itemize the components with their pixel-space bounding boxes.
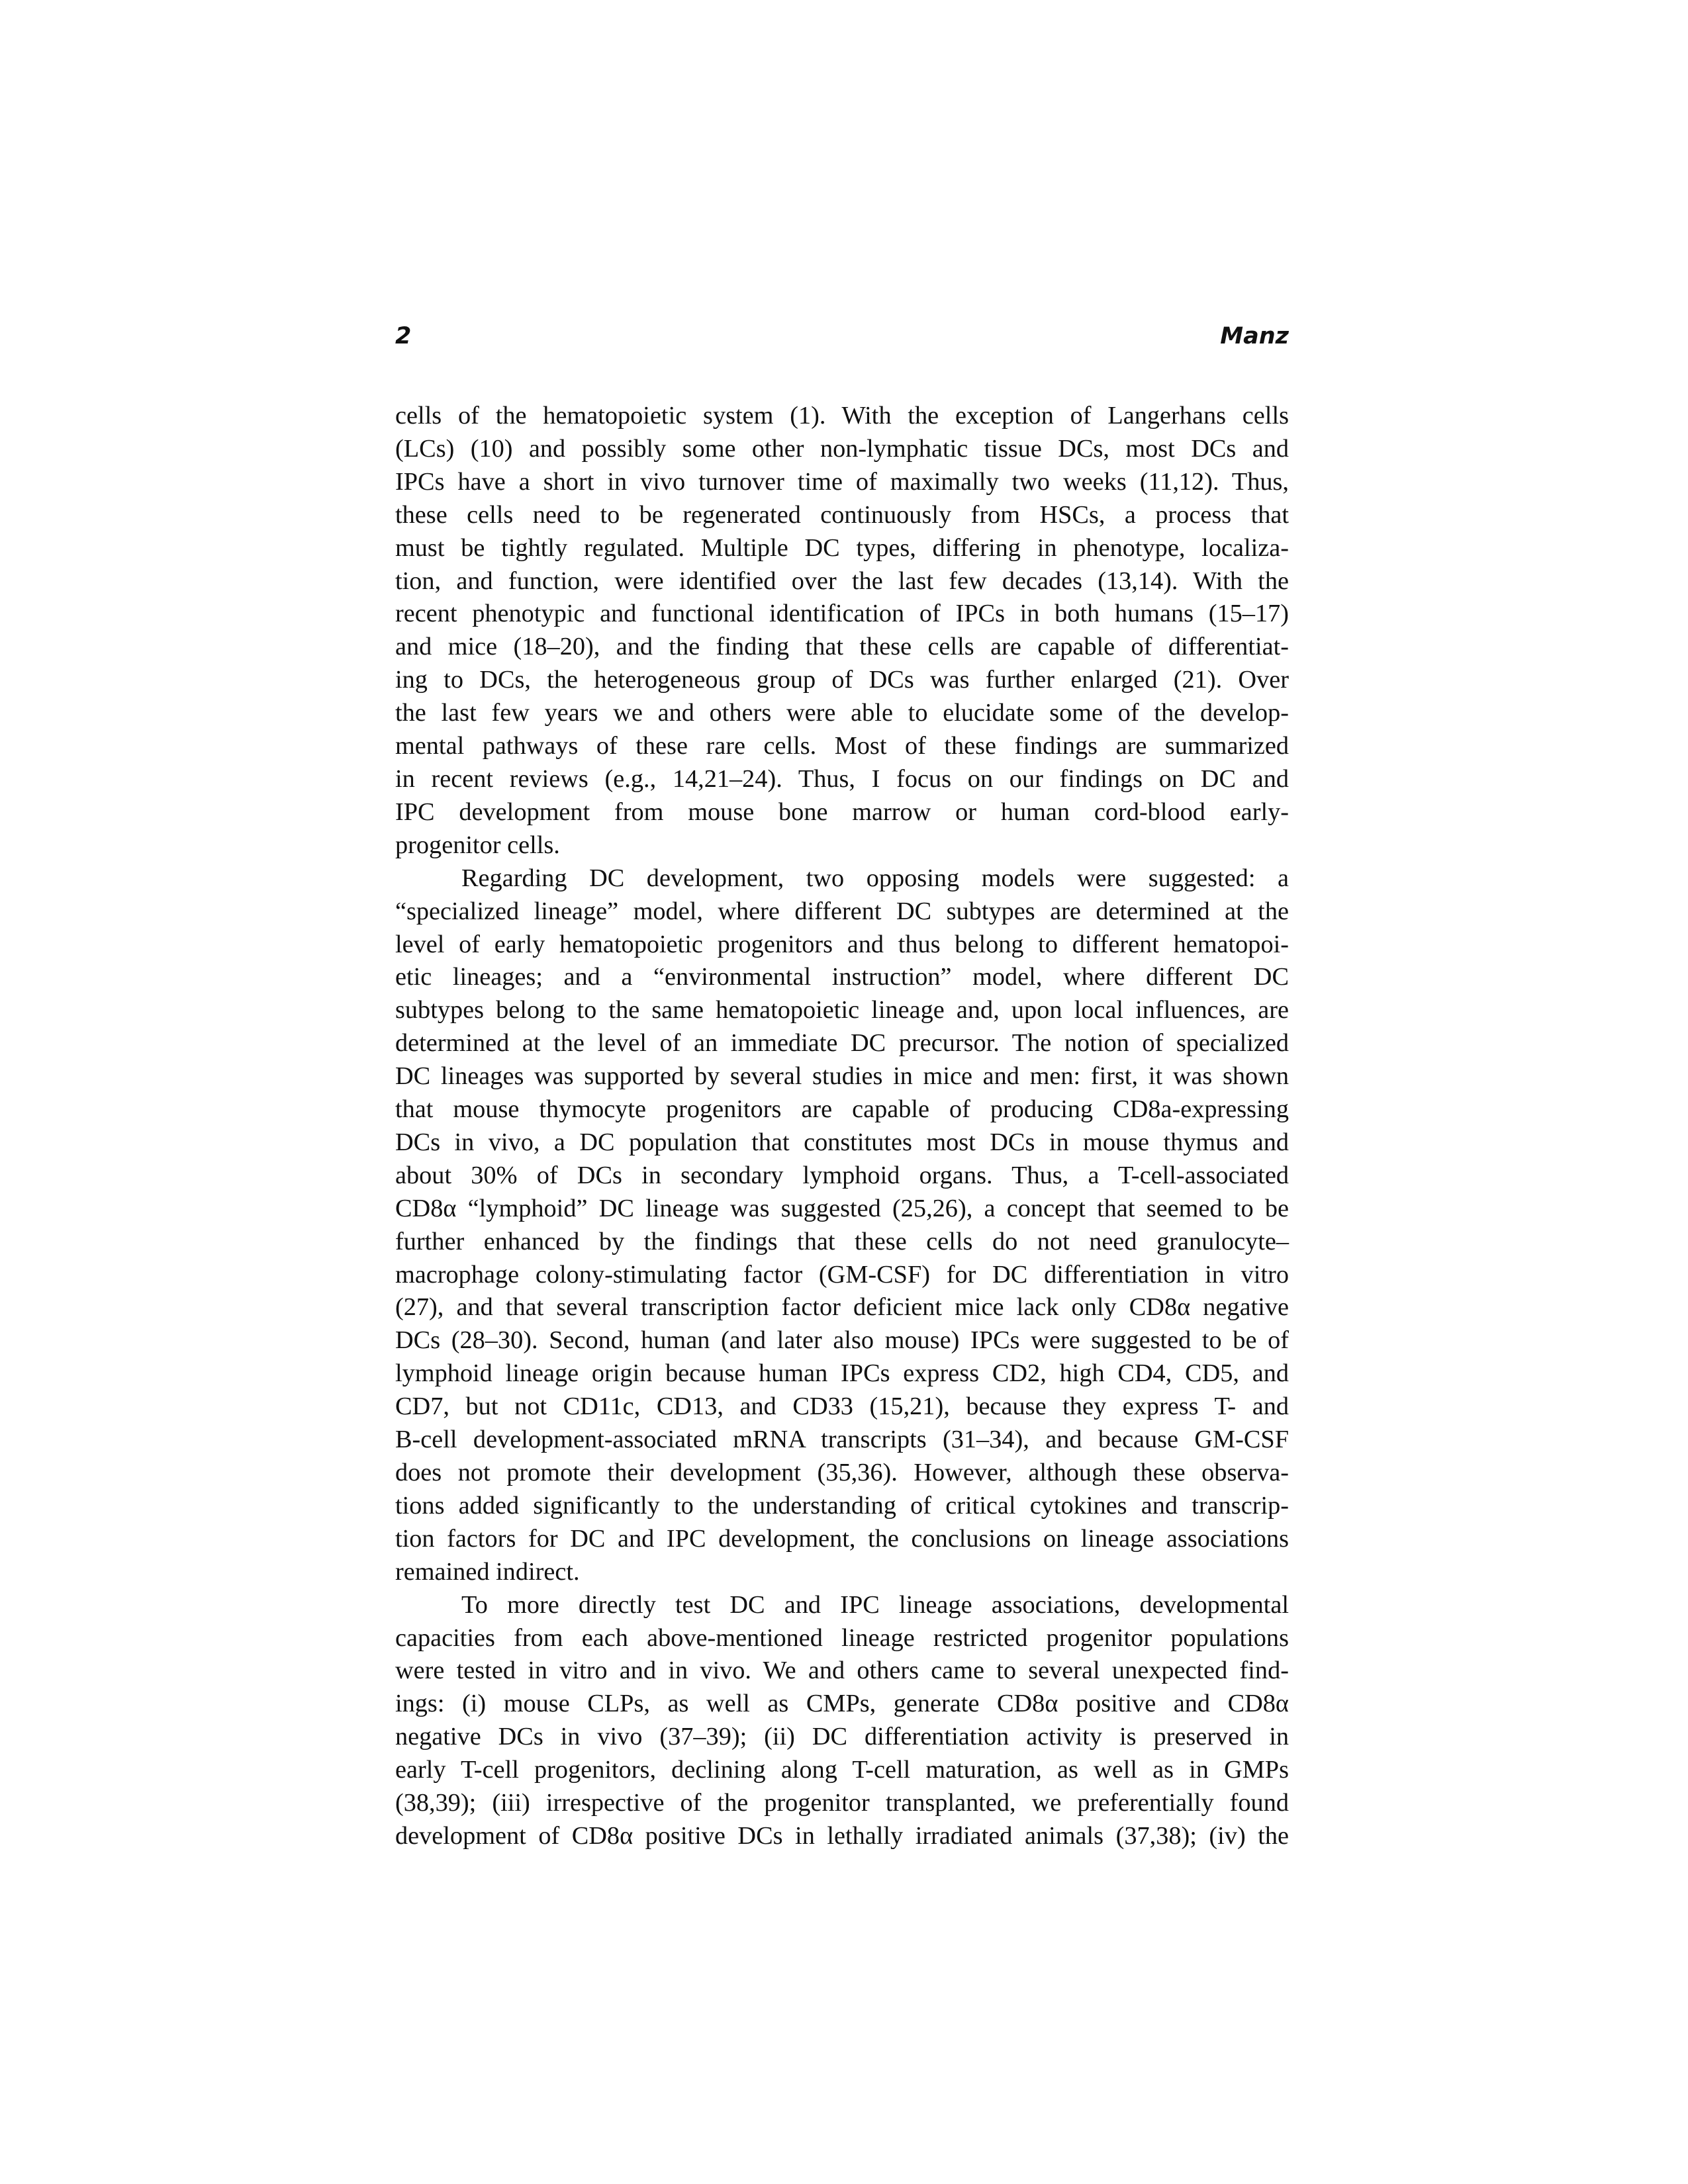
text-line: CD7, but not CD11c, CD13, and CD33 (15,21), because they express T- and: [395, 1392, 1289, 1421]
text-line: these cells need to be regenerated continuously from HSCs, a process that: [395, 500, 1289, 529]
page-header: [395, 323, 1289, 363]
text-line: DCs in vivo, a DC population that constitutes most DCs in mouse thymus and: [395, 1128, 1289, 1156]
text-line: tion factors for DC and IPC development, the conclusions on lineage associations: [395, 1524, 1289, 1553]
text-line: development of CD8α positive DCs in lethally irradiated animals (37,38); (iv) the: [395, 1821, 1289, 1850]
text-line: tion, and function, were identified over the last few decades (13,14). With the: [395, 567, 1289, 595]
text-line: must be tightly regulated. Multiple DC types, differing in phenotype, localiza-: [395, 533, 1289, 562]
text-line: DC lineages was supported by several studies in mice and men: first, it was shown: [395, 1062, 1289, 1091]
text-line: does not promote their development (35,36). However, although these observa-: [395, 1459, 1289, 1486]
text-line: determined at the level of an immediate DC precursor. The notion of specialized: [395, 1029, 1289, 1058]
text-line: mental pathways of these rare cells. Most of these findings are summarized: [395, 732, 1289, 760]
text-line: progenitor cells.: [395, 831, 560, 859]
text-line: lymphoid lineage origin because human IPCs express CD2, high CD4, CD5, and: [395, 1359, 1289, 1388]
text-line: about 30% of DCs in secondary lymphoid organs. Thus, a T-cell-associated: [395, 1161, 1289, 1189]
page-number: 2: [395, 323, 412, 349]
text-line: tions added significantly to the understanding of critical cytokines and transcrip-: [395, 1491, 1289, 1520]
text-line: macrophage colony-stimulating factor (GM-CSF) for DC differentiation in vitro: [395, 1260, 1289, 1289]
text-line: Regarding DC development, two opposing models were suggested: a: [461, 864, 1289, 892]
text-line: (LCs) (10) and possibly some other non-lymphatic tissue DCs, most DCs and: [395, 434, 1289, 463]
text-line: B-cell development-associated mRNA transcripts (31–34), and because GM-CSF: [395, 1426, 1289, 1454]
paragraph-2: [395, 862, 1289, 1589]
text-line: DCs (28–30). Second, human (and later also mouse) IPCs were suggested to be of: [395, 1326, 1289, 1355]
text-line: (27), and that several transcription factor deficient mice lack only CD8α negative: [395, 1293, 1289, 1322]
text-line: that mouse thymocyte progenitors are capable of producing CD8a-expressing: [395, 1095, 1289, 1124]
text-line: IPCs have a short in vivo turnover time of maximally two weeks (11,12). Thus,: [395, 467, 1289, 496]
text-line: IPC development from mouse bone marrow or human cord-blood early-: [395, 797, 1289, 826]
text-line: subtypes belong to the same hematopoietic lineage and, upon local influences, are: [395, 996, 1289, 1024]
text-line: level of early hematopoietic progenitors and thus belong to different hematopoi-: [395, 930, 1289, 958]
text-line: CD8α “lymphoid” DC lineage was suggested (25,26), a concept that seemed to be: [395, 1194, 1289, 1222]
text-line: in recent reviews (e.g., 14,21–24). Thus, I focus on our findings on DC and: [395, 764, 1289, 793]
paragraph-1: [395, 400, 1289, 862]
text-line: and mice (18–20), and the finding that these cells are capable of differentiat-: [395, 633, 1289, 661]
text-line: recent phenotypic and functional identification of IPCs in both humans (15–17): [395, 600, 1289, 628]
text-line: further enhanced by the findings that these cells do not need granulocyte–: [395, 1227, 1289, 1255]
text-line: “specialized lineage” model, where different DC subtypes are determined at the: [395, 897, 1289, 925]
text-line: cells of the hematopoietic system (1). With the exception of Langerhans cells: [395, 402, 1289, 430]
text-line: remained indirect.: [395, 1557, 580, 1586]
text-line: negative DCs in vivo (37–39); (ii) DC differentiation activity is preserved in: [395, 1723, 1289, 1751]
text-line: early T-cell progenitors, declining along T-cell maturation, as well as in GMPs: [395, 1756, 1289, 1784]
text-line: were tested in vitro and in vivo. We and others came to several unexpected find-: [395, 1657, 1289, 1685]
text-line: ings: (i) mouse CLPs, as well as CMPs, generate CD8α positive and CD8α: [395, 1690, 1289, 1718]
text-line: (38,39); (iii) irrespective of the progenitor transplanted, we preferentially found: [395, 1789, 1289, 1817]
body-text: [395, 400, 1289, 1853]
text-line: the last few years we and others were able to elucidate some of the develop-: [395, 699, 1289, 727]
running-head: Manz: [1220, 323, 1289, 349]
text-line: capacities from each above-mentioned lineage restricted progenitor populations: [395, 1623, 1289, 1652]
paragraph-3: [395, 1589, 1289, 1853]
text-line: To more directly test DC and IPC lineage associations, developmental: [461, 1590, 1289, 1619]
text-line: ing to DCs, the heterogeneous group of DCs was further enlarged (21). Over: [395, 666, 1289, 694]
text-line: etic lineages; and a “environmental instruction” model, where different DC: [395, 963, 1289, 991]
